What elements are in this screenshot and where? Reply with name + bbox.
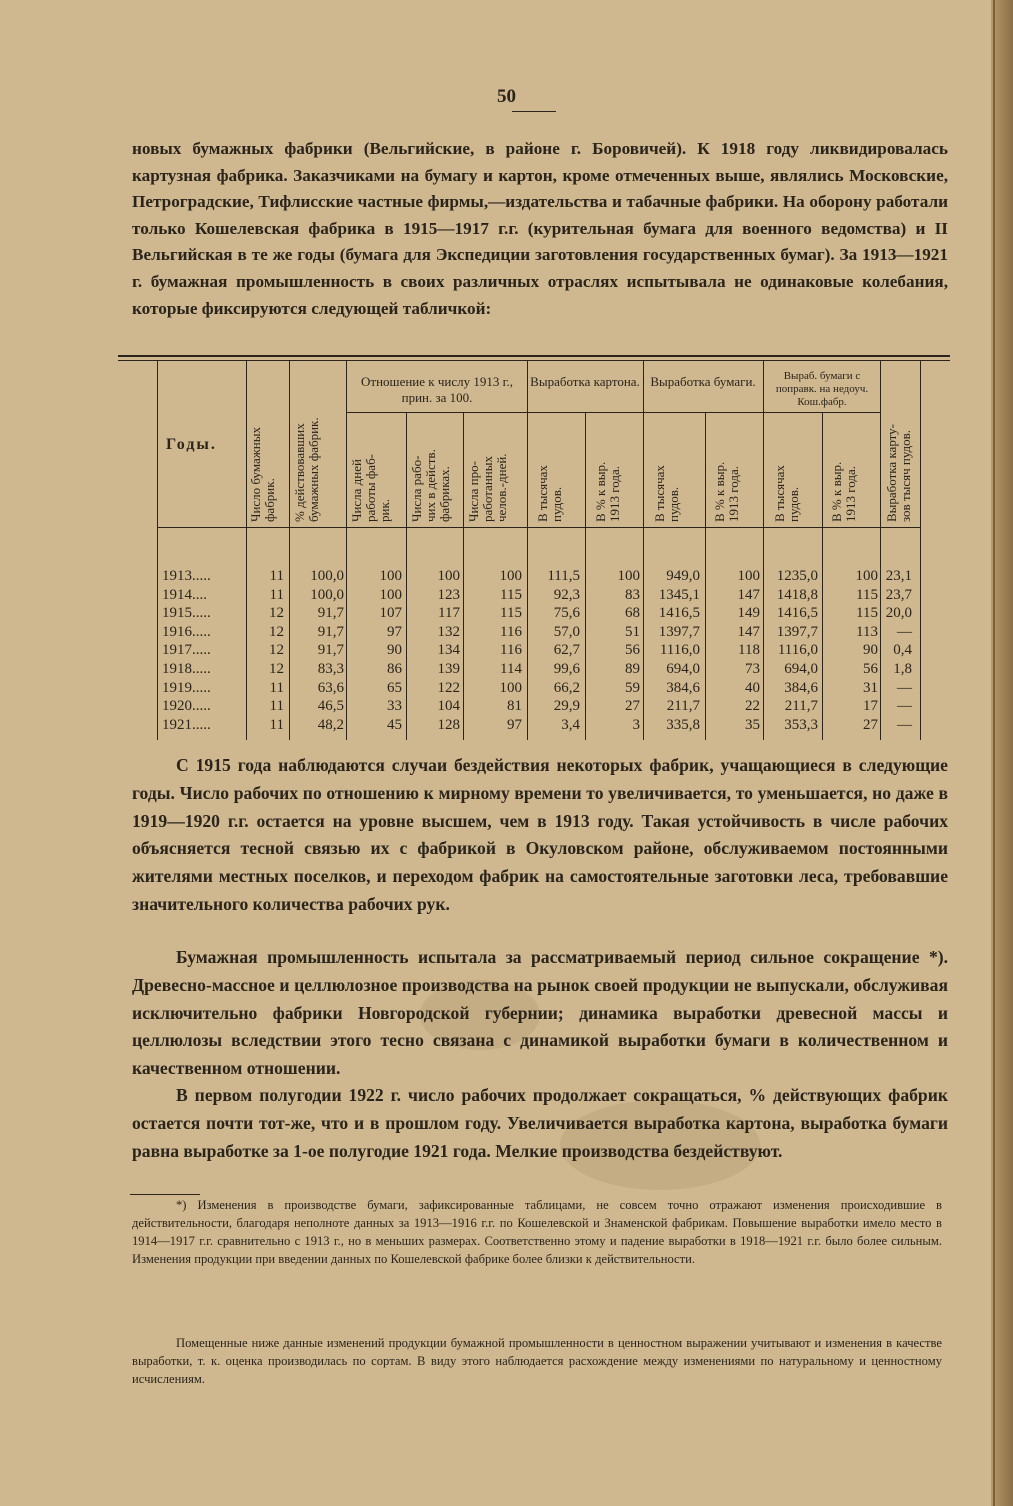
cell-adj-pct: 100 — [855, 568, 878, 584]
table-row — [160, 604, 920, 623]
header-group-ratio: Отношение к числу 1913 г., прин. за 100. — [361, 374, 513, 405]
cell-carton-k: 92,3 — [553, 586, 580, 603]
header-paper-percent: В % к выр. 1913 года. — [712, 461, 741, 522]
cell-mandays: 116 — [500, 642, 522, 659]
cell-adj-k: 1418,8 — [776, 586, 818, 603]
cell-cartuz: 23,1 — [885, 568, 912, 584]
cell-pct-active: 100,0 — [310, 586, 344, 603]
cell-cartuz: — — [897, 623, 912, 640]
cell-paper-pct: 73 — [745, 661, 760, 677]
cell-mandays: 100 — [499, 568, 522, 584]
cell-cartuz: 0,4 — [893, 642, 912, 659]
cell-adj-k: 1235,0 — [776, 568, 818, 584]
cell-year: 1917..... — [162, 642, 211, 659]
cell-mandays: 97 — [507, 716, 522, 733]
cell-adj-k: 384,6 — [784, 679, 818, 696]
cell-days: 65 — [387, 679, 402, 696]
table-row — [160, 660, 920, 679]
cell-paper-k: 1116,0 — [659, 642, 700, 659]
cell-days: 86 — [387, 661, 402, 677]
cell-adj-k: 694,0 — [784, 661, 818, 677]
header-carton-thousands: В тысячах пудов. — [535, 465, 564, 522]
cell-days: 100 — [379, 568, 402, 584]
cell-adj-pct: 113 — [856, 623, 878, 640]
cell-adj-k: 1116,0 — [777, 642, 818, 659]
header-workers: Числа рабо- чих в действ. фабриках. — [409, 449, 452, 522]
cell-cartuz: — — [897, 679, 912, 696]
cell-paper-pct: 118 — [738, 642, 760, 659]
cell-paper-pct: 100 — [737, 568, 760, 584]
cell-paper-k: 211,7 — [666, 698, 700, 715]
cell-pct-active: 63,6 — [317, 679, 344, 696]
cell-paper-pct: 35 — [745, 716, 760, 733]
cell-mandays: 81 — [507, 698, 522, 715]
cell-days: 100 — [379, 586, 402, 603]
header-adjusted-percent: В % к выр. 1913 года. — [829, 461, 858, 522]
cell-paper-k: 335,8 — [666, 716, 700, 733]
cell-adj-pct: 17 — [863, 698, 878, 715]
paragraph-1922: В первом полугодии 1922 г. число рабочих продолжает сокращаться, % действующих фабрик остается почти тот-же, что и в прошлом году. Увеличивается выработка картона, выработка бумаги равна выработке за 1-ое полугодие 1921 года. Мелкие производства бездействуют. — [132, 1085, 948, 1161]
cell-year: 1914.... — [162, 586, 207, 603]
cell-year: 1918..... — [162, 661, 211, 677]
table-row — [160, 586, 920, 605]
table-row — [160, 567, 920, 586]
cell-factories: 12 — [269, 661, 284, 677]
cell-paper-pct: 40 — [745, 679, 760, 696]
cell-mandays: 114 — [500, 661, 522, 677]
cell-paper-k: 949,0 — [666, 568, 700, 584]
cell-paper-pct: 147 — [737, 586, 760, 603]
cell-carton-pct: 68 — [625, 605, 640, 622]
page-number: 50 — [497, 86, 516, 107]
cell-year: 1915..... — [162, 605, 211, 622]
cell-paper-k: 1416,5 — [658, 605, 700, 622]
table-row — [160, 641, 920, 660]
cell-carton-k: 62,7 — [553, 642, 580, 659]
header-paper-thousands: В тысячах пудов. — [652, 465, 681, 522]
cell-workers: 128 — [437, 716, 460, 733]
cell-days: 90 — [387, 642, 402, 659]
cell-adj-k: 211,7 — [784, 698, 818, 715]
table-border — [920, 360, 921, 740]
cell-pct-active: 91,7 — [317, 642, 344, 659]
cell-factories: 12 — [269, 642, 284, 659]
table-row — [160, 679, 920, 698]
cell-workers: 132 — [437, 623, 460, 640]
cell-carton-pct: 100 — [617, 568, 640, 584]
cell-carton-k: 3,4 — [561, 716, 580, 733]
cell-carton-k: 66,2 — [553, 679, 580, 696]
cell-workers: 134 — [437, 642, 460, 659]
cell-paper-k: 1397,7 — [658, 623, 700, 640]
cell-days: 97 — [387, 623, 402, 640]
cell-cartuz: 1,8 — [893, 661, 912, 677]
header-group-paper-adjusted: Выраб. бумаги с поправк. на недоуч. Кош.фабр. — [775, 370, 869, 408]
cell-workers: 100 — [437, 568, 460, 584]
cell-carton-pct: 89 — [625, 661, 640, 677]
cell-factories: 11 — [269, 679, 284, 696]
cell-carton-pct: 51 — [625, 623, 640, 640]
cell-factories: 11 — [269, 568, 284, 584]
table-row — [160, 697, 920, 716]
cell-pct-active: 100,0 — [310, 568, 344, 584]
cell-adj-pct: 27 — [863, 716, 878, 733]
cell-carton-pct: 3 — [632, 716, 640, 733]
cell-pct-active: 91,7 — [317, 605, 344, 622]
cell-workers: 104 — [437, 698, 460, 715]
cell-carton-pct: 27 — [625, 698, 640, 715]
cell-factories: 12 — [269, 605, 284, 622]
cell-year: 1913..... — [162, 568, 211, 584]
cell-paper-pct: 149 — [737, 605, 760, 622]
cell-paper-k: 384,6 — [666, 679, 700, 696]
header-group-paper: Выработка бумаги. — [650, 374, 756, 389]
cell-carton-k: 57,0 — [553, 623, 580, 640]
table-border — [157, 360, 158, 740]
cell-cartuz: 20,0 — [885, 605, 912, 622]
cell-adj-pct: 115 — [856, 586, 878, 603]
table-row — [160, 716, 920, 735]
cell-factories: 12 — [269, 623, 284, 640]
cell-adj-pct: 90 — [863, 642, 878, 659]
paragraph-intro: новых бумажных фабрики (Вельгийские, в районе г. Боровичей). К 1918 году ликвидировалась картузная фабрика. Заказчиками на бумагу и картон, кроме отмеченных выше, являлись Московские, Петроградские, Тифлисские частные фирмы,—издательства и табачные фабрики. На оборону работали только Кошелевская фабрика в 1915—1917 г.г. (курительная бумага для военного ведомства) и II Вельгийская в те же годы (бумага для Экспедиции заготовления государственных бумаг). За 1913—1921 г. бумажная промышленность в своих различных отраслях испытывала не одинаковые колебания, которые фиксируются следующей табличкой: — [132, 139, 948, 318]
cell-year: 1920..... — [162, 698, 211, 715]
header-adjusted-thousands: В тысячах пудов. — [772, 465, 801, 522]
cell-mandays: 116 — [500, 623, 522, 640]
table-top-rule — [118, 355, 950, 357]
cell-adj-pct: 115 — [856, 605, 878, 622]
cell-carton-pct: 56 — [625, 642, 640, 659]
footnote-rule — [130, 1194, 200, 1195]
cell-carton-k: 29,9 — [553, 698, 580, 715]
footnote-1: *) Изменения в производстве бумаги, зафиксированные таблицами, не совсем точно отражают изменения происходившие в действительности, благодаря неполноте данных за 1913—1916 г.г. по Кошелевской и Знаменской фабрикам. Повышение выработки имело место в 1914—1917 г.г. сравнительно с 1913 г., но в меньших размерах. Соответственно этому и падение выработки в 1918—1921 г.г. было более сильным. Изменения продукции при введении данных по Кошелевской фабрике более близки к действительности. — [132, 1198, 942, 1266]
cell-paper-k: 1345,1 — [658, 586, 700, 603]
header-cartuz: Выработка карту- зов тысяч пудов. — [884, 424, 913, 522]
table-top-rule — [118, 360, 950, 361]
page-number-rule — [512, 111, 556, 112]
cell-year: 1919..... — [162, 679, 211, 696]
cell-pct-active: 91,7 — [317, 623, 344, 640]
cell-mandays: 100 — [499, 679, 522, 696]
header-days: Числа дней работы фаб- рик. — [349, 453, 392, 522]
cell-adj-k: 1397,7 — [776, 623, 818, 640]
cell-carton-pct: 59 — [625, 679, 640, 696]
header-carton-percent: В % к выр. 1913 года. — [593, 461, 622, 522]
header-mandays: Числа про- работанных челов.-дней. — [466, 453, 509, 522]
cell-mandays: 115 — [500, 605, 522, 622]
cell-adj-k: 1416,5 — [776, 605, 818, 622]
cell-cartuz: — — [897, 716, 912, 733]
cell-pct-active: 46,5 — [317, 698, 344, 715]
header-bottom-rule — [157, 527, 921, 528]
cell-paper-pct: 22 — [745, 698, 760, 715]
cell-factories: 11 — [269, 586, 284, 603]
paragraph-decline: Бумажная промышленность испытала за рассматриваемый период сильное сокращение *). Древесно-массное и целлюлозное производства на рынок своей продукции не выпускали, обслуживая исключительно фабрики Новгородской губернии; динамика выработки древесной массы и целлюлозы вследствии этого тесно связана с динамикой выработки бумаги в количественном и качественном отношении. — [132, 947, 948, 1079]
header-group-carton: Выработка картона. — [530, 374, 640, 389]
cell-workers: 139 — [437, 661, 460, 677]
header-pct-active: % действовавших бумажных фабрик. — [292, 417, 321, 522]
cell-workers: 123 — [437, 586, 460, 603]
cell-days: 45 — [387, 716, 402, 733]
footnote-2: Помещенные ниже данные изменений продукции бумажной промышленности в ценностном выражении учитывают и изменения в качестве выработки, т. к. оценка производилась по сортам. В виду этого наблюдается расхождение между изменениями по натуральному и ценностному исчислениям. — [132, 1336, 942, 1386]
cell-paper-pct: 147 — [737, 623, 760, 640]
paragraph-workers: С 1915 года наблюдаются случаи бездействия некоторых фабрик, учащающиеся в следующие годы. Число рабочих по отношению к мирному времени то увеличивается, то уменьшается, но даже в 1919—1920 г.г. остается на уровне высшем, чем в 1913 году. Такая устойчивость в числе рабочих объясняется тесной связью их с фабрикой в Окуловском районе, обслуживаемом постоянными жителями местных поселков, и переходом фабрик на самостоятельные заготовки леса, требовавшие значительного количества рабочих рук. — [132, 755, 948, 914]
cell-year: 1921..... — [162, 716, 211, 733]
cell-adj-k: 353,3 — [784, 716, 818, 733]
cell-year: 1916..... — [162, 623, 211, 640]
cell-adj-pct: 31 — [863, 679, 878, 696]
cell-carton-k: 75,6 — [553, 605, 580, 622]
cell-pct-active: 48,2 — [317, 716, 344, 733]
table-row — [160, 623, 920, 642]
cell-carton-k: 111,5 — [547, 568, 580, 584]
header-years: Годы. — [166, 436, 217, 453]
cell-adj-pct: 56 — [863, 661, 878, 677]
cell-factories: 11 — [269, 716, 284, 733]
cell-cartuz: — — [897, 698, 912, 715]
cell-mandays: 115 — [500, 586, 522, 603]
cell-carton-pct: 83 — [625, 586, 640, 603]
cell-cartuz: 23,7 — [885, 586, 912, 603]
cell-carton-k: 99,6 — [553, 661, 580, 677]
group-header-rule — [346, 412, 880, 413]
cell-days: 107 — [379, 605, 402, 622]
cell-days: 33 — [387, 698, 402, 715]
cell-paper-k: 694,0 — [666, 661, 700, 677]
page-binding-line — [993, 0, 995, 1506]
cell-pct-active: 83,3 — [317, 661, 344, 677]
cell-workers: 122 — [437, 679, 460, 696]
header-factories: Число бумажных фабрик. — [248, 427, 277, 522]
cell-factories: 11 — [269, 698, 284, 715]
cell-workers: 117 — [438, 605, 460, 622]
